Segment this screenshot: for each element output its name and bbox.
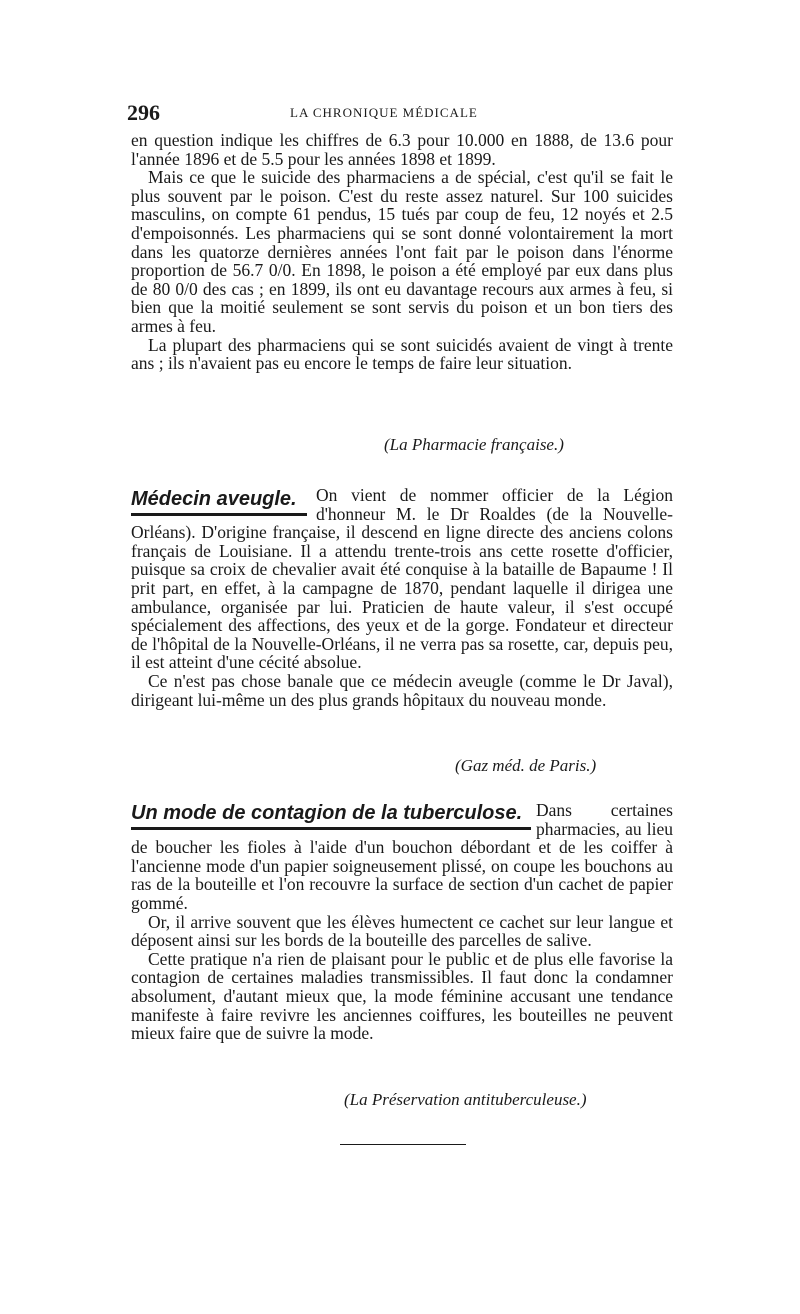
paragraph: en question indique les chiffres de 6.3 pour 10.000 en 1888, de 13.6 pour l'année 1896 et de 5.5 pour les années 1898 et 1899. <box>131 130 673 169</box>
paragraph: La plupart des pharmaciens qui se sont suicidés avaient de vingt à trente ans ; ils n'avaient pas eu encore le temps de faire leur situation. <box>131 334 673 374</box>
article-heading: Un mode de contagion de la tuberculose. <box>131 802 531 830</box>
article-suicide-pharmaciens <box>131 131 673 373</box>
source-citation: (La Pharmacie française.) <box>384 435 564 454</box>
article-contagion-tuberculose <box>131 801 673 1043</box>
paragraph: Cette pratique n'a rien de plaisant pour le public et de plus elle favorise la contagion de certaines maladies transmissibles. Il faut donc la condamner absolument, d'autant mieux que, la mode féminine accusant une tendance manifeste à faire revivre les anciennes coiffures, les bouteilles ne peuvent mieux faire que de suivre la mode. <box>131 948 673 1044</box>
paragraph: Ce n'est pas chose banale que ce médecin aveugle (comme le Dr Javal), dirigeant lui-même un des plus grands hôpitaux du nouveau monde. <box>131 670 673 710</box>
source-citation: (La Préservation antituberculeuse.) <box>344 1090 587 1109</box>
running-title: LA CHRONIQUE MÉDICALE <box>290 105 478 120</box>
paragraph: On vient de nommer officier de la Légion d'honneur M. le Dr Roaldes (de la Nouvelle-Orléans). D'origine française, il descend en ligne directe des anciens colons français de Louisiane. Il a attendu trente-trois ans cette rosette d'officier, puisque sa croix de chevalier avait été conquise à la bataille de Bapaume ! Il prit part, en effet, à la campagne de 1870, pendant laquelle il dirigea une ambulance, organisée par lui. Praticien de haute valeur, il s'est occupé spécialement des affections, des yeux et de la gorge. Fondateur et directeur de l'hôpital de la Nouvelle-Orléans, il ne verra pas sa rosette, car, depuis peu, il est atteint d'une cécité absolue. <box>131 485 673 673</box>
article-medecin-aveugle <box>131 486 673 709</box>
paragraph: Or, il arrive souvent que les élèves humectent ce cachet sur leur langue et déposent ainsi sur les bords de la bouteille des parcelles de salive. <box>131 911 673 951</box>
page-number: 296 <box>127 100 160 125</box>
end-divider <box>340 1144 466 1145</box>
page-header <box>0 100 800 128</box>
article-heading: Médecin aveugle. <box>131 488 307 516</box>
paragraph: Dans certaines pharmacies, au lieu de boucher les fioles à l'aide d'un bouchon débordant et de les coiffer à l'ancienne mode d'un papier soigneusement plissé, on coupe les bouchons au ras de la bouteille et l'on recouvre la surface de section d'un cachet de papier gommé. <box>131 800 673 913</box>
paragraph: Mais ce que le suicide des pharmaciens a de spécial, c'est qu'il se fait le plus souvent par le poison. C'est du reste assez naturel. Sur 100 suicides masculins, on compte 61 pendus, 15 tués par coup de feu, 12 noyés et 2.5 d'empoisonnés. Les pharmaciens qui se sont donné volontairement la mort dans les quatorze dernières années l'ont fait par le poison dans l'énorme proportion de 56.7 0/0. En 1898, le poison a été employé par eux dans plus de 80 0/0 des cas ; en 1899, ils ont eu davantage recours aux armes à feu, si bien que la moitié seulement se sont servis du poison et un bon tiers des armes à feu. <box>131 167 673 336</box>
source-citation: (Gaz méd. de Paris.) <box>455 756 597 775</box>
